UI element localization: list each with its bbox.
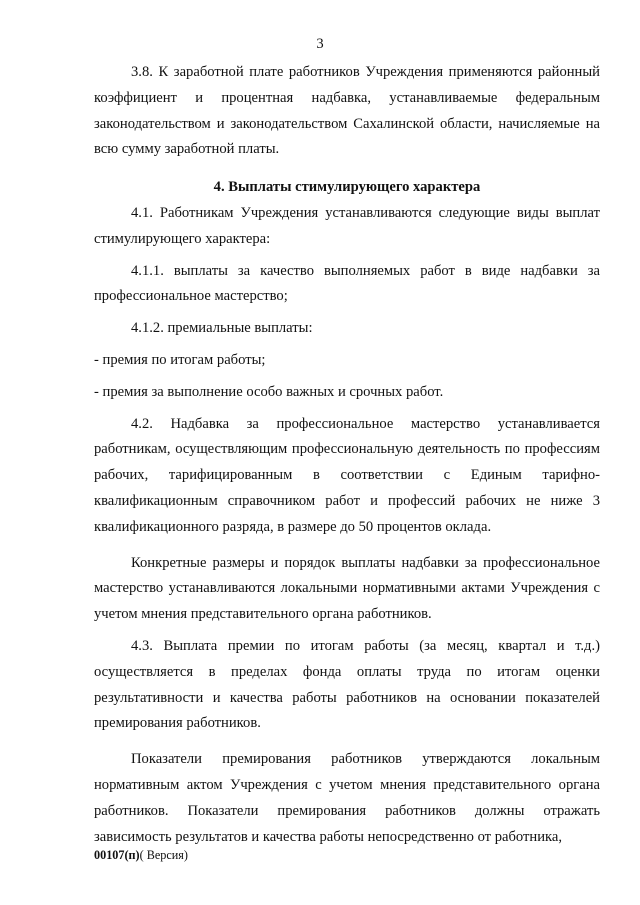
paragraph-4-1-2: 4.1.2. премиальные выплаты:	[131, 320, 313, 337]
document-body	[94, 60, 600, 850]
paragraph-3-8: 3.8. К заработной плате работников Учреждения применяются районный коэффициент и процентная надбавка, устанавливаемые федеральным законодательством и законодательством Сахалинской области, начисляемые на всю сумму заработной платы.	[94, 64, 600, 158]
section-heading: 4. Выплаты стимулирующего характера	[213, 179, 481, 196]
paragraph-4-2: 4.2. Надбавка за профессиональное мастерство устанавливается работникам, осуществляющим профессиональную деятельность по профессиям рабочих, тарифицированным в соответствии с Единым тарифно-квалификационным справочником работ и профессий рабочих не ниже 3 квалификационного разряда, в размере до 50 процентов оклада.	[94, 415, 600, 535]
document-code: 00107(п)	[94, 848, 140, 862]
bullet-item-1: - премия по итогам работы;	[94, 351, 266, 368]
document-version: ( Версия)	[139, 848, 188, 862]
paragraph-4-1: 4.1. Работникам Учреждения устанавливаются следующие виды выплат стимулирующего характера:	[94, 204, 600, 247]
paragraph-4-3: 4.3. Выплата премии по итогам работы (за месяц, квартал и т.д.) осуществляется в пределах фонда оплаты труда по итогам оценки результативности и качества работы работников на основании показателей премирования работников.	[94, 637, 600, 732]
paragraph-4-1-1: 4.1.1. выплаты за качество выполняемых работ в виде надбавки за профессиональное мастерство;	[94, 262, 600, 305]
bullet-item-2: - премия за выполнение особо важных и срочных работ.	[94, 383, 444, 400]
paragraph-4-2-continued: Конкретные размеры и порядок выплаты надбавки за профессиональное мастерство устанавливаются локальными нормативными актами Учреждения с учетом мнения представительного органа работников.	[94, 554, 600, 623]
paragraph-4-3-continued: Показатели премирования работников утверждаются локальным нормативным актом Учреждения с учетом мнения представительного органа работников. Показатели премирования работников должны отражать зависимость результатов и качества работы непосредственно от работника,	[94, 751, 600, 845]
document-footer	[94, 848, 188, 863]
page-number: 3	[316, 36, 324, 52]
